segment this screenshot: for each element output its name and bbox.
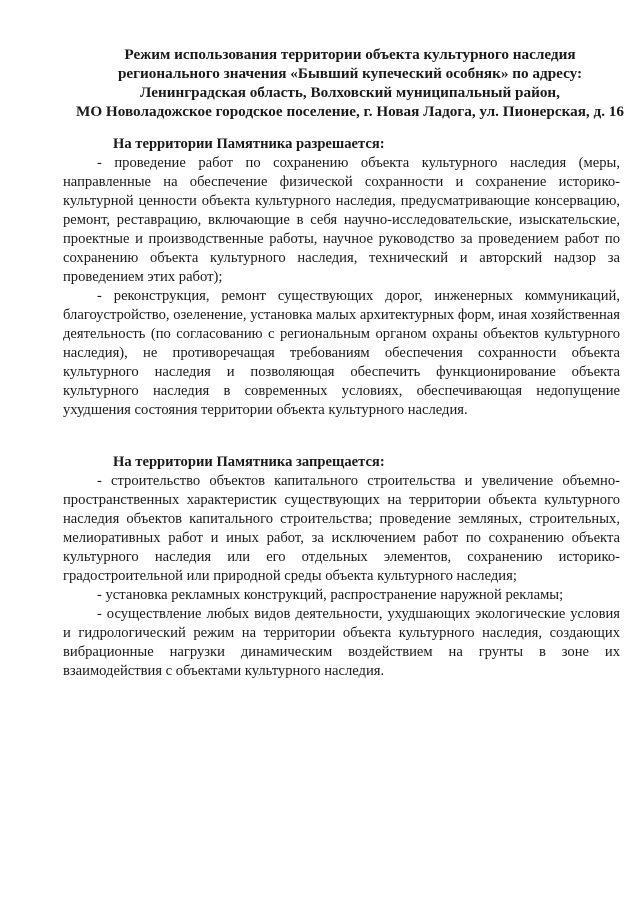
title-line-2: регионального значения «Бывший купеческий особняк» по адресу: <box>117 65 583 82</box>
forbidden-section <box>63 453 620 681</box>
title-line-1: Режим использования территории объекта культурного наследия <box>124 46 576 63</box>
forbidden-heading: На территории Памятника запрещается: <box>113 454 385 470</box>
allowed-item-1: - проведение работ по сохранению объекта культурного наследия (меры, направленные на обеспечение физической сохранности и сохранение историко-культурной ценности объекта культурного наследия, предусматривающие консервацию, ремонт, реставрацию, включающие в себя научно-исследовательские, изыскательские, проектные и производственные работы, научное руководство за проведением работ по сохранению объекта культурного наследия, технический и авторский надзор за проведением этих работ); <box>63 155 620 285</box>
allowed-heading: На территории Памятника разрешается: <box>113 136 385 152</box>
title-line-3: Ленинградская область, Волховский муниципальный район, <box>140 84 560 101</box>
forbidden-item-3: - осуществление любых видов деятельности, ухудшающих экологические условия и гидрологический режим на территории объекта культурного наследия, создающих вибрационные нагрузки динамическим воздействием на грунты в зоне их взаимодействия с объектами культурного наследия. <box>63 606 620 679</box>
document-body <box>63 135 620 681</box>
forbidden-item-1: - строительство объектов капитального строительства и увеличение объемно-пространственных характеристик существующих на территории объекта культурного наследия объектов капитального строительства; проведение земляных, строительных, мелиоративных работ и иных работ, за исключением работ по сохранению объекта культурного наследия или его отдельных элементов, сохранению историко-градостроительной или природной среды объекта культурного наследия; <box>63 473 620 584</box>
document-title <box>60 45 640 121</box>
title-line-4: МО Новоладожское городское поселение, г. Новая Ладога, ул. Пионерская, д. 16 <box>75 103 624 120</box>
section-spacer <box>63 420 620 453</box>
forbidden-item-2: - установка рекламных конструкций, распространение наружной рекламы; <box>97 587 564 603</box>
allowed-section <box>63 135 620 420</box>
allowed-item-2: - реконструкция, ремонт существующих дорог, инженерных коммуникаций, благоустройство, озеленение, установка малых архитектурных форм, иная хозяйственная деятельность (по согласованию с региональным органом охраны объектов культурного наследия), не противоречащая требованиям обеспечения сохранности объекта культурного наследия и позволяющая обеспечить функционирование объекта культурного наследия в современных условиях, обеспечивающая недопущение ухудшения состояния территории объекта культурного наследия. <box>63 288 620 418</box>
